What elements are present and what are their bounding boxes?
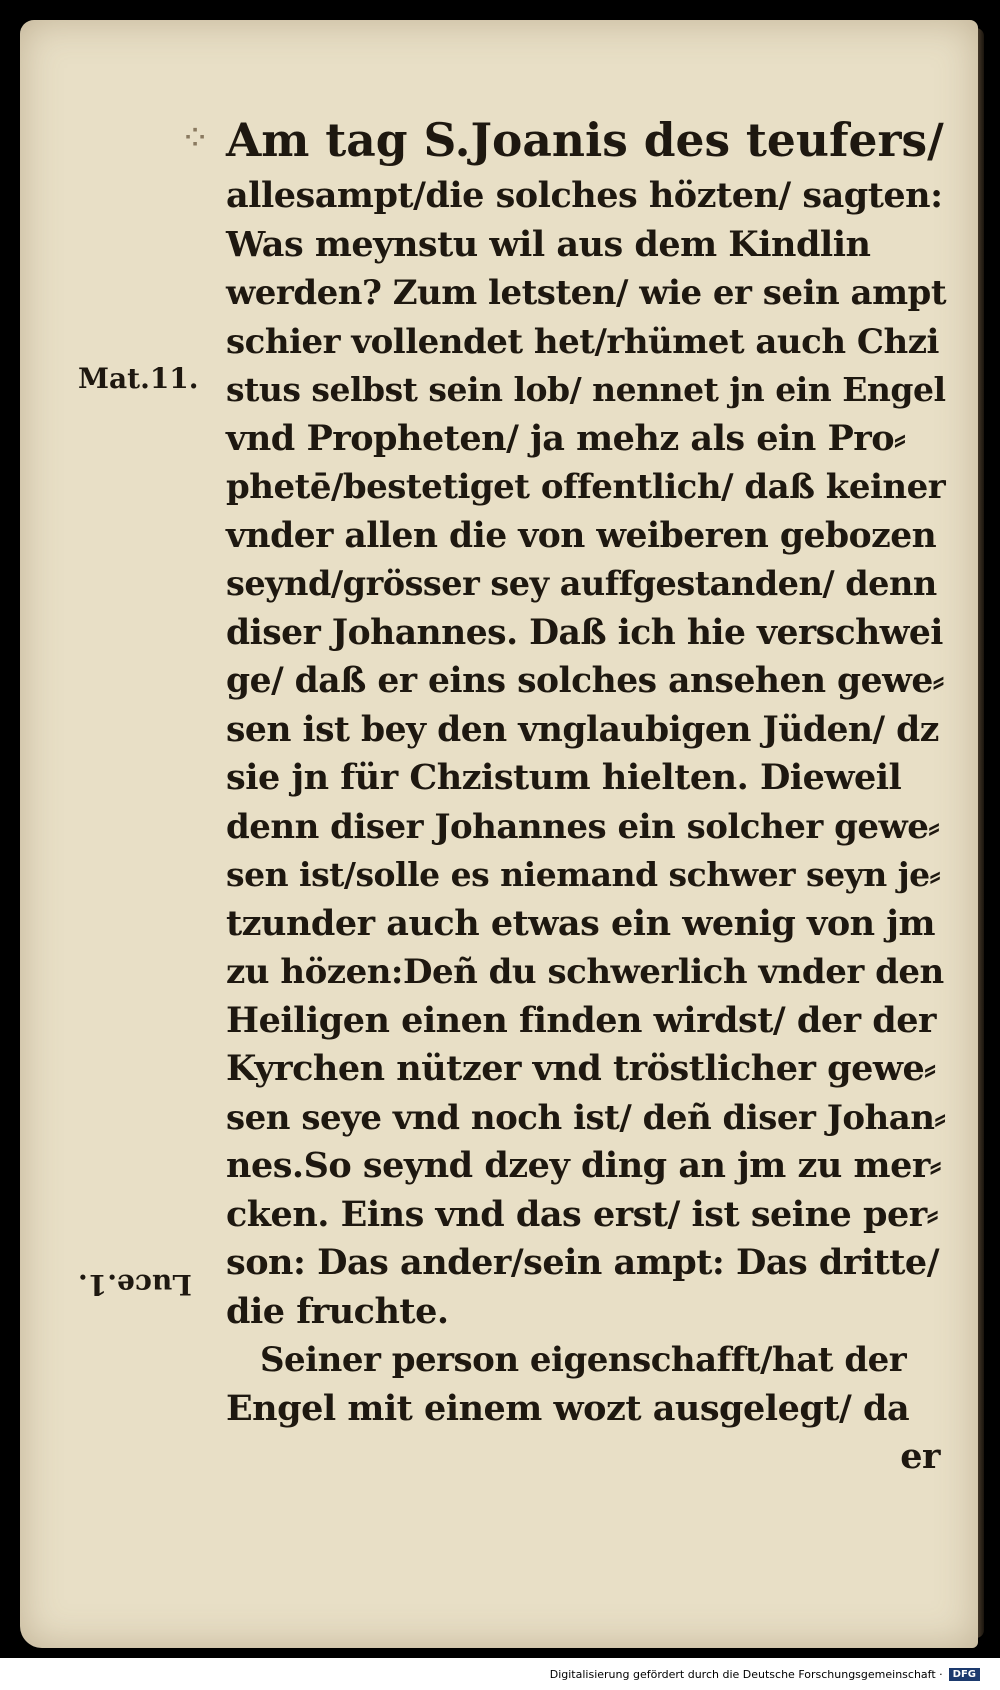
text-line: Seiner person eigenschafft/hat der: [260, 1340, 907, 1380]
margin-note-luce: Luce.1.: [78, 1268, 192, 1301]
margin-note-mat: Mat.11.: [78, 362, 199, 395]
text-line: werden? Zum letsten/ wie er sein ampt: [226, 273, 947, 313]
text-line: die fruchte.: [226, 1290, 449, 1332]
text-line: sen seye vnd noch ist/ deñ diser Johan⸗: [226, 1097, 946, 1138]
dfg-logo: DFG: [949, 1668, 980, 1681]
text-line: stus selbst sein lob/ nennet jn ein Engel: [226, 370, 946, 409]
text-line: phetē/bestetiget offentlich/ daß keiner: [226, 467, 946, 507]
text-line: cken. Eins vnd das erst/ ist seine per⸗: [226, 1193, 938, 1235]
footer-credit: Digitalisierung gefördert durch die Deutsche Forschungsgemeinschaft ·: [549, 1667, 943, 1681]
text-line: sen ist/solle es niemand schwer seyn je⸗: [226, 855, 941, 894]
text-line: vnd Propheten/ ja mehz als ein Pro⸗: [226, 417, 906, 459]
page-text: [226, 108, 946, 1482]
text-line: vnder allen die von weiberen gebozen: [226, 515, 937, 556]
text-line: sie jn für Chzistum hielten. Dieweil: [226, 757, 902, 798]
text-line: Kyrchen nützer vnd tröstlicher gewe⸗: [226, 1048, 936, 1089]
text-line: tzunder auch etwas ein wenig von jm: [226, 902, 936, 944]
ink-blot-mark: ⁘: [180, 118, 211, 159]
footer-bar: [0, 1658, 1000, 1690]
text-line: Engel mit einem wozt ausgelegt/ da: [226, 1387, 910, 1429]
catchword: er: [900, 1436, 940, 1477]
text-line: zu hözen:Deñ du schwerlich vnder den: [226, 952, 944, 992]
text-line: schier vollendet het/rhümet auch Chzi: [226, 321, 939, 362]
text-line: diser Johannes. Daß ich hie verschwei: [226, 612, 943, 653]
text-line: denn diser Johannes ein solcher gewe⸗: [226, 806, 940, 847]
text-line: Heiligen einen finden wirdst/ der der: [226, 999, 936, 1041]
text-line: son: Das ander/sein ampt: Das dritte/: [226, 1242, 939, 1283]
text-line: seynd/grösser sey auffgestanden/ denn: [226, 564, 937, 603]
text-line: allesampt/die solches hözten/ sagten:: [226, 175, 943, 216]
text-line: nes.So seynd dzey ding an jm zu mer⸗: [226, 1145, 941, 1186]
text-line: ge/ daß er eins solches ansehen gewe⸗: [226, 661, 944, 701]
text-line: Was meynstu wil aus dem Kindlin: [226, 223, 871, 265]
text-line: sen ist bey den vnglaubigen Jüden/ dz: [226, 709, 939, 750]
page-heading: Am tag S.Joanis des teufers/: [226, 113, 944, 167]
body-lines: [226, 172, 946, 1433]
